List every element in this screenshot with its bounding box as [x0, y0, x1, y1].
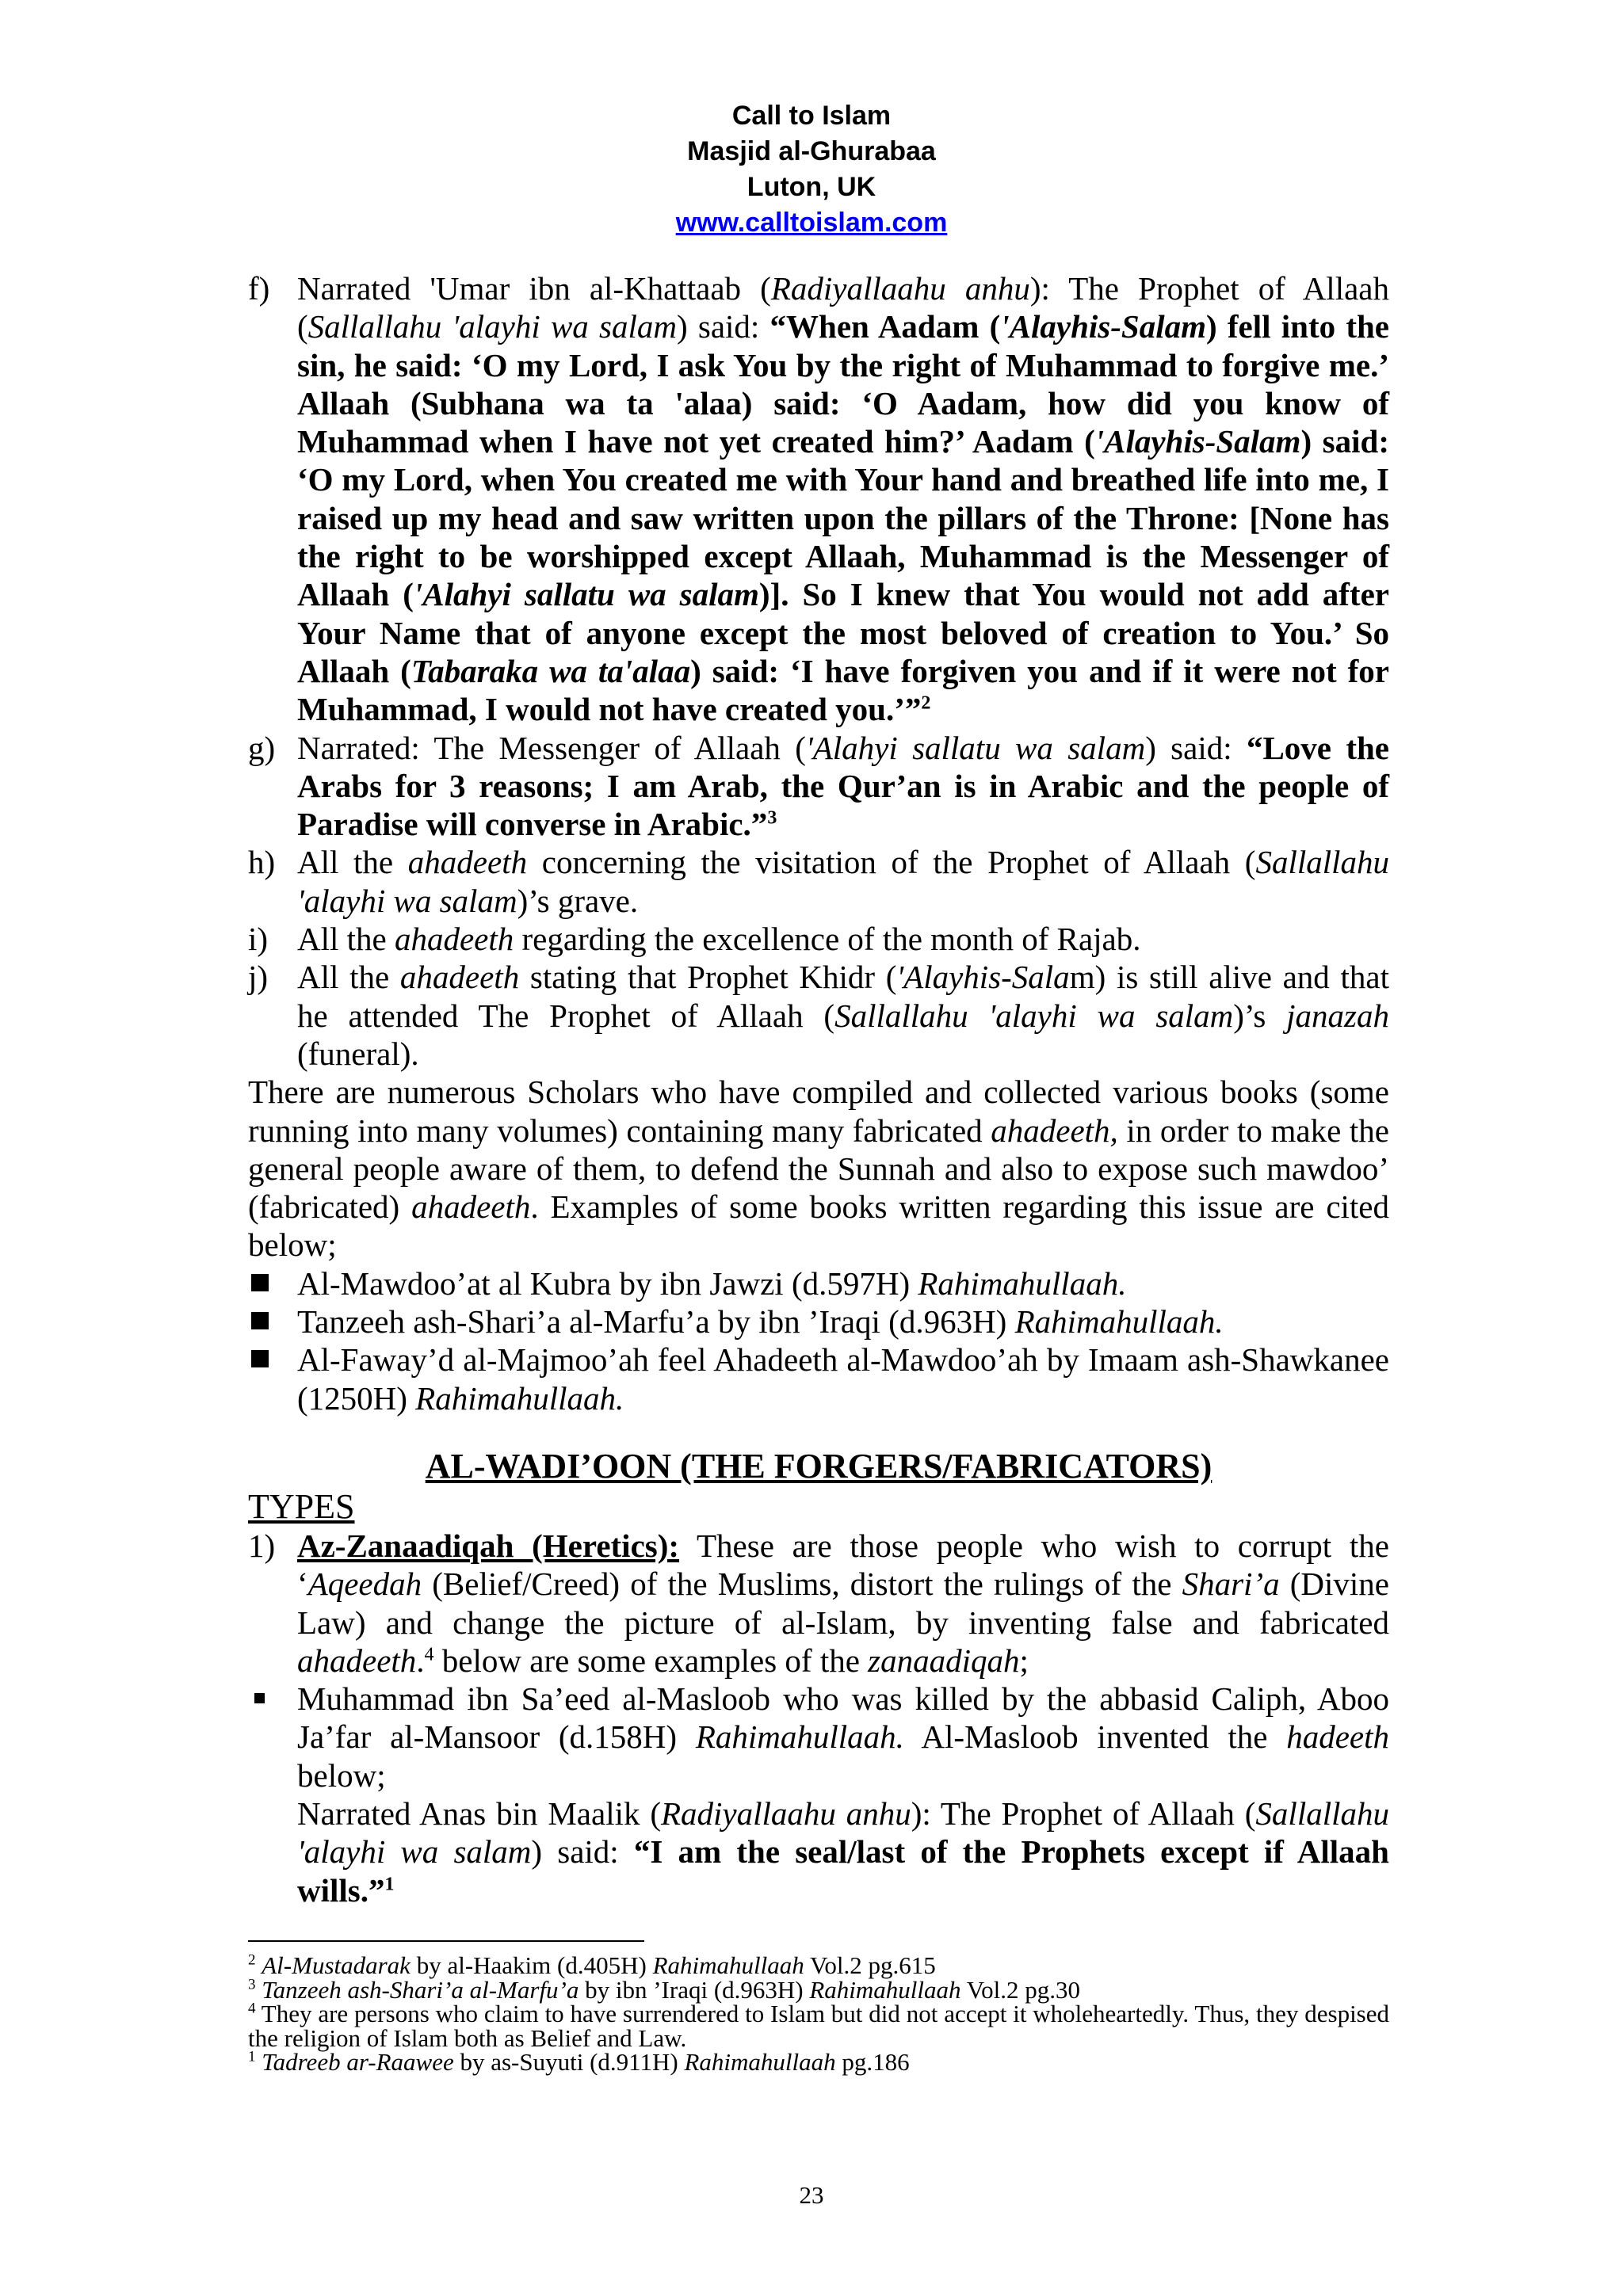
footnote-ref[interactable]: 1 [384, 1873, 395, 1894]
list-item-h: h) All the ahadeeth concerning the visitation of the Prophet of Allaah (Sallallahu 'alayhi wa salam)’s grave. [248, 844, 1390, 919]
footnotes [248, 1951, 1389, 2076]
type-title: Az-Zanaadiqah (Heretics): [297, 1527, 680, 1564]
page-header [0, 98, 1623, 241]
footnote: $^2$ Al-Mustadarak by al-Haakim (d.405H) Rahimahullaah Vol.2 pg.615 [248, 1951, 936, 1979]
small-square-bullet-icon [254, 1693, 265, 1703]
footnote-separator [248, 1940, 644, 1942]
subheading-types: TYPES [248, 1486, 355, 1526]
book-list-item: Tanzeeh ash-Shari’a al-Marfu’a by ibn ’Iraqi (d.963H) Rahimahullaah. [248, 1302, 1389, 1341]
example-item: Muhammad ibn Sa’eed al-Masloob who was killed by the abbasid Caliph, Aboo Ja’far al-Mansoor (d.158H) Rahimahullaah. Al-Masloob invented the hadeeth below; Narrated Anas bin Maalik (Radiyallaahu anhu): The Prophet of Allaah (Sallallahu 'alayhi wa salam) said: “I am the seal/last of the Prophets except if Allaah wills.”$^1$ [248, 1680, 1389, 1909]
main-text [248, 269, 1389, 1909]
book-list-item: Al-Faway’d al-Majmoo’ah feel Ahadeeth al-Mawdoo’ah by Imaam ash-Shawkanee (1250H) Rahimahullaah. [248, 1341, 1389, 1417]
list-item-i: i) All the ahadeeth regarding the excellence of the month of Rajab. [248, 921, 1141, 958]
footnote: $^3$ Tanzeeh ash-Shari’a al-Marfu’a by ibn ’Iraqi (d.963H) Rahimahullaah Vol.2 pg.30 [248, 1975, 1080, 2004]
page-number: 23 [799, 2181, 824, 2209]
item-label: j) [248, 959, 269, 996]
footnote-ref[interactable]: 3 [767, 807, 777, 829]
footnote-ref[interactable]: 2 [921, 692, 931, 714]
paragraph-scholars: There are numerous Scholars who have compiled and collected various books (some running into many volumes) containing many fabricated ahadeeth, in order to make the general people aware of them, to defend the Sunnah and also to expose such mawdoo’ (fabricated) ahadeeth. Examples of some books written regarding this issue are cited below; [248, 1074, 1389, 1264]
item-label: 1) [248, 1527, 276, 1564]
square-bullet-icon [251, 1274, 269, 1291]
list-item-g: g) Narrated: The Messenger of Allaah ('Alahyi sallatu wa salam) said: “Love the Arabs for 3 reasons; I am Arab, the Qur’an is in Arabic and the people of Paradise will converse in Arabic.”$^3$ [248, 729, 1389, 843]
header-masjid: Masjid al-Ghurabaa [687, 136, 936, 166]
header-title: Call to Islam [731, 101, 892, 131]
list-item-f: f) Narrated 'Umar ibn al-Khattaab (Radiyallaahu anhu): The Prophet of Allaah (Sallallahu 'alayhi wa salam) said: “When Aadam ('Alayhis-Salam) fell into the sin, he said: ‘O my Lord, I ask You by the right of Muhammad to forgive me.’ Allaah (Subhana wa ta 'alaa) said: ‘O Aadam, how did you know of Muhammad when I have not yet created him?’ Aadam ('Alayhis-Salam) said: ‘O my Lord, when You created me with Your hand and breathed life into me, I raised up my head and saw written upon the pillars of the Throne: [None has the right to be worshipped except Allaah, Muhammad is the Messenger of Allaah ('Alahyi sallatu wa salam)]. So I knew that You would not add after Your Name that of anyone except the most beloved of creation to You.’ So Allaah (Tabaraka wa ta'alaa) said: ‘I have forgiven you and if it were not for Muhammad, I would not have created you.’”$^2$ [248, 270, 1389, 728]
header-website-link[interactable]: www.calltoislam.com [675, 208, 948, 238]
item-label: g) [248, 729, 276, 766]
square-bullet-icon [251, 1312, 269, 1329]
footnote: $^1$ Tadreeb ar-Raawee by as-Suyuti (d.911H) Rahimahullaah pg.186 [248, 2048, 910, 2076]
item-label: f) [248, 270, 270, 307]
list-item-j: j) All the ahadeeth stating that Prophet Khidr ('Alayhis-Salam) is still alive and that he attended The Prophet of Allaah (Sallallahu 'alayhi wa salam)’s janazah (funeral). [248, 959, 1389, 1072]
footnote: $^4$ They are persons who claim to have surrendered to Islam but did not accept it wholeheartedly. Thus, they despised the religion of Islam both as Belief and Law. [248, 2000, 1389, 2052]
footnote-ref[interactable]: 4 [424, 1644, 434, 1665]
item-label: i) [248, 921, 269, 958]
book-list-item: Al-Mawdoo’at al Kubra by ibn Jawzi (d.597H) Rahimahullaah. [248, 1264, 1389, 1302]
type-item-1: 1) Az-Zanaadiqah (Heretics): These are those people who wish to corrupt the ‘Aqeedah (Belief/Creed) of the Muslims, distort the rulings of the Shari’a (Divine Law) and change the picture of al-Islam, by inventing false and fabricated ahadeeth.$^4$ below are some examples of the zanaadiqah; [248, 1527, 1390, 1679]
header-location: Luton, UK [747, 172, 876, 202]
item-label: h) [248, 844, 276, 881]
section-heading: AL-WADI’OON (THE FORGERS/FABRICATORS) [425, 1446, 1212, 1486]
square-bullet-icon [251, 1350, 269, 1367]
